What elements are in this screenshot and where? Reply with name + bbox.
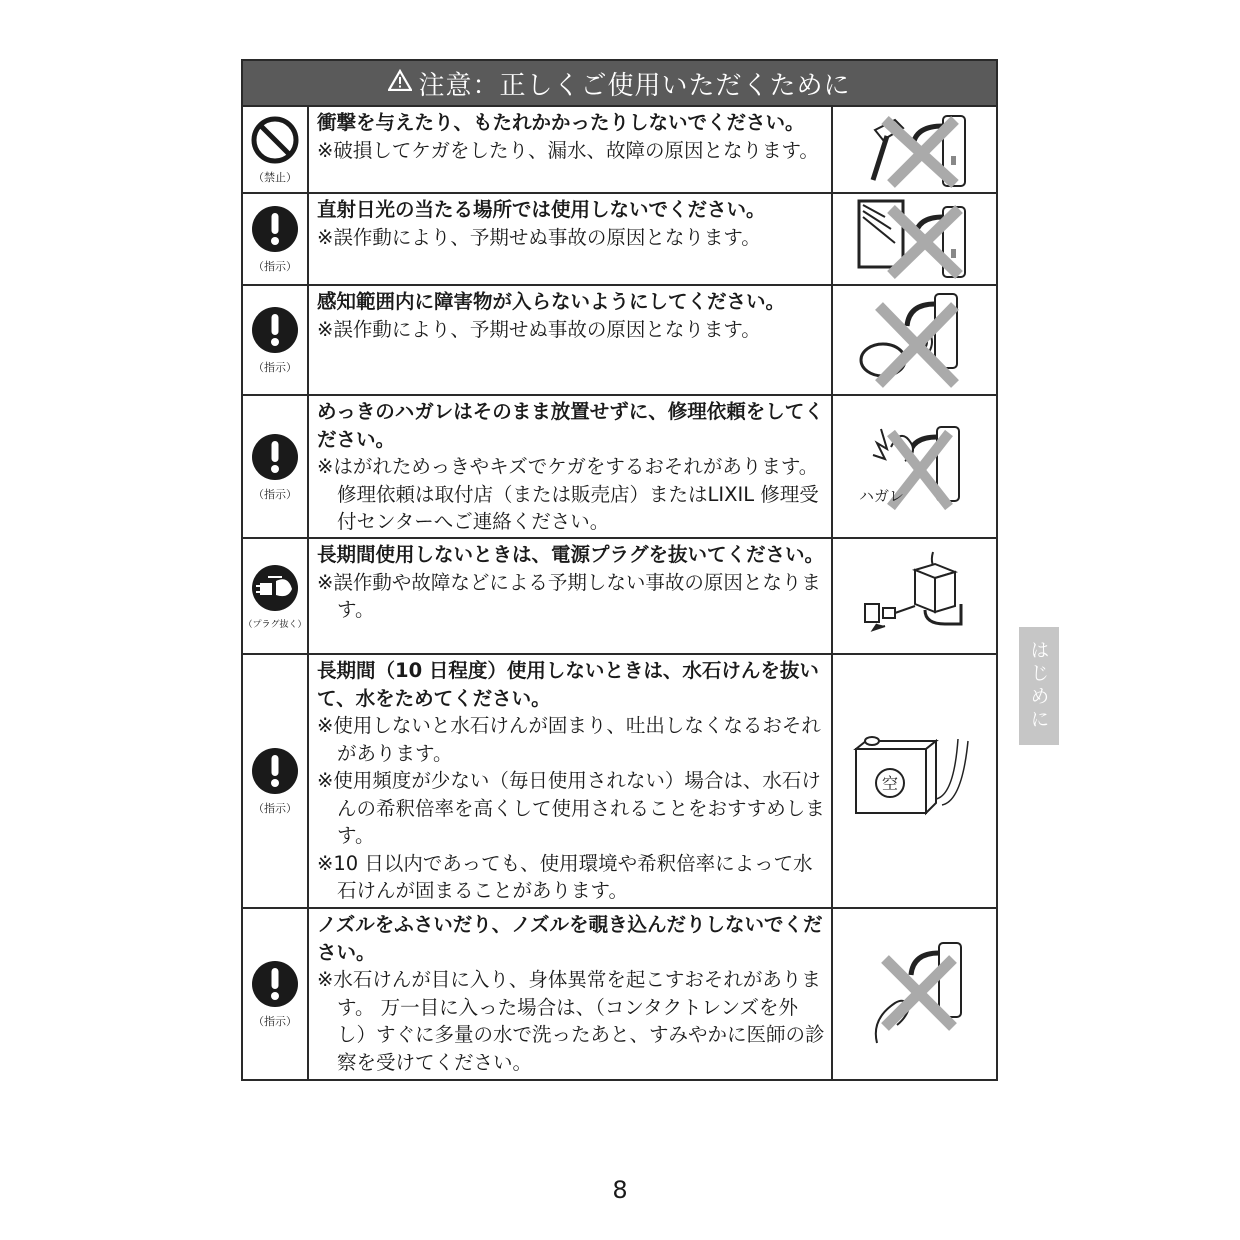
icon-caption: （禁止）: [253, 170, 297, 184]
illustration-cell: [833, 396, 996, 537]
text-cell: [309, 655, 833, 907]
icon-cell: [243, 194, 309, 284]
illustration-cell: [833, 909, 996, 1079]
mandatory-instruction-icon: [250, 959, 300, 1009]
icon-cell: [243, 909, 309, 1079]
text-cell: [309, 286, 833, 394]
peeling-plating-illustration: [855, 417, 975, 517]
caution-row: [243, 396, 996, 539]
caution-note: ※使用しないと水石けんが固まり、吐出しなくなるおそれがあります。: [317, 714, 821, 765]
icon-cell: [243, 286, 309, 394]
caution-heading: めっきのハガレはそのまま放置せずに、修理依頼をしてください。: [317, 400, 824, 451]
obstacle-faucet-illustration: [855, 290, 975, 390]
caution-table: [241, 59, 998, 1081]
caution-heading: 長期間（10 日程度）使用しないときは、水石けんを抜いて、水をためてください。: [317, 659, 819, 710]
caution-row: [243, 107, 996, 194]
warning-triangle-icon: [388, 68, 412, 98]
text-cell: [309, 194, 833, 284]
sunlight-faucet-illustration: [855, 197, 975, 281]
icon-cell: [243, 107, 309, 192]
caution-row: [243, 539, 996, 655]
caution-note: ※使用頻度が少ない（毎日使用されない）場合は、水石けんの希釈倍率を高くして使用されることをおすすめします。: [317, 769, 825, 847]
prohibited-icon: [250, 115, 300, 165]
illustration-cell: [833, 286, 996, 394]
icon-caption: （プラグ抜く）: [243, 619, 307, 630]
caution-heading: 直射日光の当たる場所では使用しないでください。: [317, 198, 766, 221]
empty-label: 空: [881, 774, 898, 793]
illustration-cell: [833, 655, 996, 907]
icon-caption: （指示）: [253, 487, 297, 501]
illustration-cell: [833, 539, 996, 653]
caution-note: ※はがれためっきやキズでケガをするおそれがあります。修理依頼は取付店（または販売店）またはLIXIL 修理受付センターへご連絡ください。: [317, 455, 819, 533]
power-adapter-illustration: [855, 546, 975, 646]
icon-caption: （指示）: [253, 361, 297, 374]
caution-title: 注意：正しくご使用いただくために: [418, 70, 851, 101]
icon-caption: （指示）: [253, 260, 297, 273]
mandatory-instruction-icon: [250, 746, 300, 796]
caution-row: [243, 655, 996, 909]
unplug-icon: [250, 563, 300, 613]
page-number: 8: [612, 1176, 628, 1204]
text-cell: [309, 107, 833, 192]
empty-tank-illustration: [850, 731, 980, 831]
mandatory-instruction-icon: [250, 305, 300, 355]
icon-cell: [243, 539, 309, 653]
icon-cell: [243, 396, 309, 537]
text-cell: [309, 396, 833, 537]
caution-heading: 感知範囲内に障害物が入らないようにしてください。: [317, 290, 786, 313]
caution-row: [243, 194, 996, 286]
caution-heading: 長期間使用しないときは、電源プラグを抜いてください。: [317, 543, 825, 566]
icon-caption: （指示）: [253, 802, 297, 815]
section-side-tab: はじめに: [1019, 627, 1059, 745]
icon-cell: [243, 655, 309, 907]
text-cell: [309, 539, 833, 653]
caution-header: [243, 61, 996, 107]
caution-note: ※水石けんが目に入り、身体異常を起こすおそれがあります。 万一目に入った場合は、（コンタクトレンズを外し）すぐに多量の水で洗ったあと、すみやかに医師の診察を受けてください。: [317, 968, 825, 1074]
caution-note: ※誤作動により、予期せぬ事故の原因となります。: [317, 225, 761, 249]
impact-faucet-illustration: [855, 110, 975, 190]
illustration-cell: [833, 107, 996, 192]
caution-note: ※誤作動により、予期せぬ事故の原因となります。: [317, 317, 761, 341]
mandatory-instruction-icon: [250, 432, 300, 482]
caution-heading: 衝撃を与えたり、もたれかかったりしないでください。: [317, 111, 805, 134]
caution-note: ※10 日以内であっても、使用環境や希釈倍率によって水石けんが固まることがあります。: [317, 851, 813, 902]
icon-caption: （指示）: [253, 1015, 297, 1028]
caution-row: [243, 909, 996, 1079]
illustration-cell: [833, 194, 996, 284]
caution-heading: ノズルをふさいだり、ノズルを覗き込んだりしないでください。: [317, 913, 823, 964]
peeling-label: ハガレ: [858, 486, 904, 505]
nozzle-block-illustration: [855, 939, 975, 1049]
text-cell: [309, 909, 833, 1079]
caution-note: ※誤作動や故障などによる予期しない事故の原因となります。: [317, 570, 821, 621]
caution-row: [243, 286, 996, 396]
caution-note: ※破損してケガをしたり、漏水、故障の原因となります。: [317, 138, 819, 162]
mandatory-instruction-icon: [250, 204, 300, 254]
